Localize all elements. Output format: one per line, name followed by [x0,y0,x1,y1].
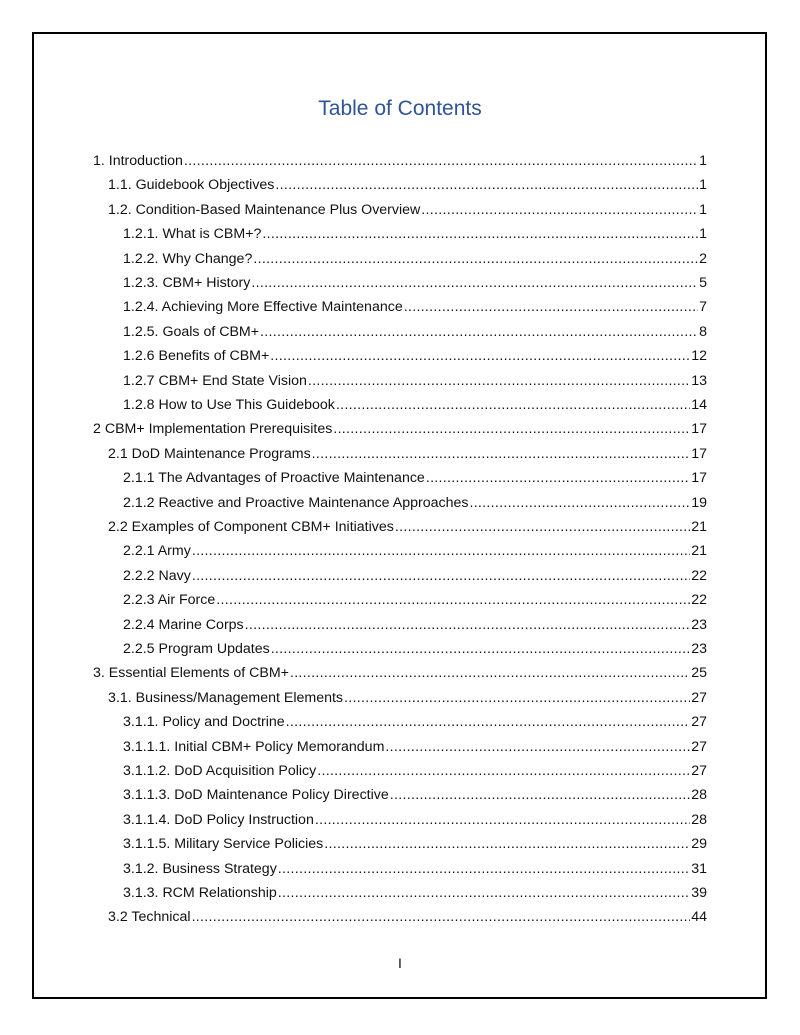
toc-entry-page: 13 [691,372,707,389]
toc-entry[interactable] [123,274,707,292]
toc-entry[interactable] [108,908,707,926]
toc-entry-page: 27 [691,714,707,731]
toc-entry-label: 1.2.5. Goals of CBM+ [123,323,260,340]
toc-entry-page: 17 [691,470,707,487]
toc-entry[interactable] [123,494,707,512]
toc-dot-leader [192,542,690,560]
toc-entry-label: 2.1.1 The Advantages of Proactive Maintenance [123,470,425,487]
toc-entry[interactable] [123,738,707,756]
toc-entry[interactable] [123,347,707,365]
toc-dot-leader [469,494,690,512]
toc-entry-page: 28 [691,787,707,804]
toc-dot-leader [315,811,690,829]
toc-entry-label: 3.1.1. Policy and Doctrine [123,714,285,731]
toc-dot-leader [290,664,690,682]
toc-entry-page: 27 [691,689,707,706]
toc-entry[interactable] [123,567,707,585]
toc-entry-page: 39 [691,885,707,901]
toc-dot-leader [245,616,691,634]
toc-entry-label: 1.2.3. CBM+ History [123,275,251,291]
toc-dot-leader [260,323,698,341]
toc-entry-page: 29 [691,836,707,853]
toc-entry-label: 3.1.3. RCM Relationship [123,885,277,901]
toc-entry-label: 3.1.1.1. Initial CBM+ Policy Memorandum [123,738,385,755]
toc-entry[interactable] [123,835,707,853]
toc-dot-leader [317,762,690,780]
toc-dot-leader [251,274,698,292]
toc-entry-label: 1.2.4. Achieving More Effective Maintenance [123,299,403,316]
toc-entry-label: 2.2.3 Air Force [123,592,216,609]
toc-entry[interactable] [93,664,707,682]
toc-entry-label: 2.2.4 Marine Corps [123,616,244,633]
toc-dot-leader [404,298,698,316]
toc-entry-page: 23 [691,616,707,633]
toc-dot-leader [344,689,690,707]
toc-entry[interactable] [93,420,707,438]
toc-entry-label: 3.1. Business/Management Elements [108,689,344,706]
toc-dot-leader [184,152,698,170]
toc-entry[interactable] [123,640,707,658]
toc-entry[interactable] [123,250,707,268]
toc-entry[interactable] [108,176,707,194]
toc-entry-label: 1.2.6 Benefits of CBM+ [123,348,270,365]
toc-dot-leader [216,591,690,609]
toc-entry-page: 27 [691,738,707,755]
toc-entry-page: 21 [691,543,707,560]
toc-entry[interactable] [123,591,707,609]
toc-entry-label: 3.1.1.3. DoD Maintenance Policy Directive [123,787,389,804]
toc-dot-leader [253,250,698,268]
toc-title: Table of Contents [318,97,482,120]
toc-entry-label: 1.2.7 CBM+ End State Vision [123,372,307,389]
toc-entry[interactable] [123,713,707,731]
toc-dot-leader [278,884,690,902]
toc-dot-leader [192,567,690,585]
toc-entry-page: 2 [699,250,707,267]
toc-entry[interactable] [123,542,707,560]
toc-entry[interactable] [123,298,707,316]
toc-dot-leader [336,396,690,414]
toc-dot-leader [312,445,691,463]
toc-entry[interactable] [123,372,707,390]
toc-entry[interactable] [123,860,707,878]
toc-entry-label: 2 CBM+ Implementation Prerequisites [93,421,333,438]
toc-entry[interactable] [123,225,707,243]
toc-entry-page: 5 [699,275,707,291]
toc-dot-leader [395,518,690,536]
toc-entry[interactable] [108,689,707,707]
toc-entry-label: 2.2.1 Army [123,543,191,560]
toc-dot-leader [324,835,690,853]
toc-entry-page: 22 [691,567,707,584]
toc-entry[interactable] [108,518,707,536]
toc-entry[interactable] [123,811,707,829]
toc-entry[interactable] [123,616,707,634]
toc-entry-page: 23 [691,641,707,657]
toc-dot-leader [385,738,690,756]
toc-entry[interactable] [123,786,707,804]
toc-entry-label: 2.1.2 Reactive and Proactive Maintenance Approaches [123,494,469,511]
toc-entry-page: 22 [691,592,707,609]
toc-dot-leader [333,420,690,438]
toc-entry[interactable] [123,323,707,341]
toc-entry-label: 1.1. Guidebook Objectives [108,177,275,194]
toc-entry-label: 1.2.2. Why Change? [123,250,253,267]
toc-entry-label: 1.2.8 How to Use This Guidebook [123,397,335,413]
toc-entry-page: 1 [699,153,707,169]
toc-entry[interactable] [108,445,707,463]
toc-dot-leader [426,469,690,487]
toc-entry-page: 1 [699,201,707,218]
toc-entry-page: 12 [691,348,707,365]
page-number: I [398,955,402,971]
toc-entry-label: 2.2.5 Program Updates [123,641,270,657]
toc-entry-page: 31 [691,860,707,877]
toc-entry-page: 44 [691,909,707,926]
toc-entry-label: 3. Essential Elements of CBM+ [93,665,289,682]
toc-entry-label: 2.1 DoD Maintenance Programs [108,445,311,462]
toc-entry-page: 14 [691,397,707,413]
toc-dot-leader [421,201,698,219]
toc-entry-label: 1.2.1. What is CBM+? [123,226,262,243]
toc-entry[interactable] [123,884,707,902]
toc-entry[interactable] [123,396,707,414]
toc-entry-label: 1.2. Condition-Based Maintenance Plus Overview [108,201,421,218]
toc-entry-page: 8 [699,323,707,340]
toc-entry-page: 19 [691,494,707,511]
toc-dot-leader [192,908,691,926]
toc-entry-label: 3.1.2. Business Strategy [123,860,277,877]
toc-dot-leader [270,347,690,365]
toc-entry-page: 28 [691,811,707,828]
toc-entry-label: 3.1.1.2. DoD Acquisition Policy [123,763,317,779]
toc-dot-leader [271,640,691,658]
toc-entry[interactable] [93,152,707,170]
toc-entry-label: 1. Introduction [93,153,183,169]
toc-entry-page: 17 [691,421,707,438]
toc-dot-leader [308,372,690,390]
toc-entry-page: 17 [691,445,707,462]
toc-entry-page: 21 [691,519,707,535]
toc-entry[interactable] [108,201,707,219]
toc-dot-leader [275,176,698,194]
toc-entry[interactable] [123,469,707,487]
toc-dot-leader [390,786,690,804]
toc-entry[interactable] [123,762,707,780]
toc-entry-label: 3.1.1.4. DoD Policy Instruction [123,811,314,828]
toc-entry-page: 7 [699,299,707,316]
toc-entry-label: 2.2 Examples of Component CBM+ Initiatives [108,519,394,535]
toc-dot-leader [286,713,691,731]
toc-dot-leader [262,225,698,243]
toc-dot-leader [278,860,690,878]
toc-entry-page: 1 [699,226,707,243]
toc-entry-label: 2.2.2 Navy [123,567,191,584]
toc-entry-label: 3.2 Technical [108,909,191,926]
toc-entry-label: 3.1.1.5. Military Service Policies [123,836,324,853]
toc-entry-page: 27 [691,763,707,779]
toc-entry-page: 25 [691,665,707,682]
toc-entry-page: 1 [699,177,707,194]
